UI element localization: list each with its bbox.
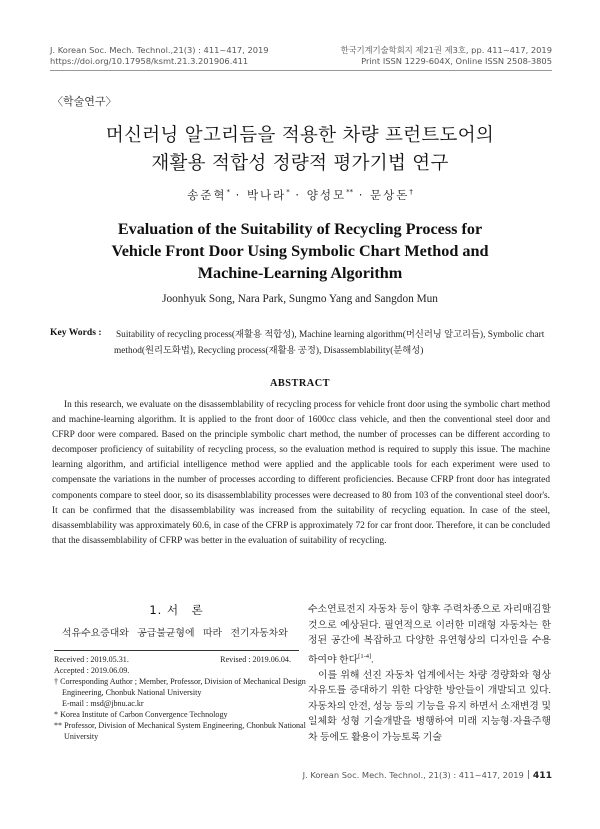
running-header-right <box>341 45 552 67</box>
author-3: 양성모 <box>306 188 347 202</box>
abstract-heading: ABSTRACT <box>269 378 331 389</box>
paragraph: 이를 위해 선진 자동차 업계에서는 차량 경량화와 형상자유도를 증대하기 위한 다양한 방안들이 개발되고 있다. 자동차의 안전, 성능 등의 기능을 유지 하면서 소재변경 및 일체화 성형 기술개발을 병행하여 미래 지능형·자율주행차 등에도 활용이 가능토록 기술 <box>308 669 551 744</box>
running-header-left <box>50 45 269 67</box>
section-1-first-line: 석유수요증대와 공급불균형에 따라 전기자동차와 <box>62 628 288 639</box>
abstract-body: In this research, we evaluate on the disassemblability of recycling process for vehicle front door using the symbolic chart method and machine-learning algorithm. It is applied to the front door of 1600cc class vehicle, and then the conventional steel door and CFRP door were compared. Based on the principle symbolic chart method, the number of processes can be different according to decomposer proficiency of suitability of recycling process, so the evaluation method is required to supply this issue. The machine learning algorithm, and artificial intelligence method were applied and the applicable tools for each experiment were used to compensate the variations in the number of processes according to different proficiencies. Because CFRP front door has integrated components compare to steel door, so its disassemblability processes were decreased to 80 from 103 of the conventional steel door's. It can be confirmed that the disassemblability was increased from the suitability of recycling equation. In case of the steel, disassemblability was approximately 60.6, in case of the CFRP is approximately 72 for car front door. Therefore, it can be concluded that the disassemblability of CFRP was better in the evaluation of suitability of recycling. <box>52 400 550 546</box>
citation-ref[interactable]: [1-4] <box>358 652 372 660</box>
authors-korean <box>40 187 560 203</box>
author-separator: · <box>235 188 242 202</box>
page-number: 411 <box>532 770 552 781</box>
keywords-label: Key Words : <box>50 327 102 338</box>
accepted-date: Accepted : 2019.06.09. <box>54 666 130 675</box>
received-date: Received : 2019.05.31. <box>54 655 129 664</box>
affiliation-2: ** Professor, Division of Mechanical System Engineering, Chonbuk National University <box>54 721 306 741</box>
paragraph-text: 수소연료전지 자동차 등이 향후 주력차종으로 자리매김할 것으로 예상된다. 필연적으로 이러한 미래형 자동차는 한정된 공간에 복잡하고 다양한 유연형상의 디자인을 수용하여야 한다 <box>308 604 551 666</box>
title-korean <box>40 122 560 178</box>
corresponding-author: † Corresponding Author ; Member, Professor, Division of Mechanical Design Engineering, Chonbuk National University <box>54 677 306 697</box>
keywords-text: Suitability of recycling process(재활용 적합성), Machine learning algorithm(머신러닝 알고리듬), Symbolic chart method(원리도화법), Recycling process(재활용 공정), Disassemblability(분해성) <box>114 330 545 356</box>
author-separator: · <box>358 188 365 202</box>
author-4-mark: † <box>409 188 413 197</box>
title-korean-line2: 재활용 적합성 정량적 평가기법 연구 <box>151 153 449 174</box>
author-email[interactable]: E-mail : msd@jbnu.ac.kr <box>62 699 144 708</box>
title-english-line1: Evaluation of the Suitability of Recycling Process for <box>117 220 483 238</box>
author-3-mark: ** <box>346 188 354 197</box>
title-english-line3: Machine-Learning Algorithm <box>197 264 403 282</box>
author-1: 송준혁 <box>187 188 227 202</box>
page-footer <box>303 770 552 781</box>
author-4: 문상돈 <box>370 188 410 202</box>
revised-date: Revised : 2019.06.04. <box>220 655 291 664</box>
paragraph <box>308 602 551 668</box>
footnote-dates <box>54 654 299 665</box>
footer-citation: J. Korean Soc. Mech. Technol., 21(3) : 411~417, 2019 <box>302 770 524 780</box>
header-divider <box>50 70 552 71</box>
author-1-mark: * <box>226 188 230 197</box>
title-english-line2: Vehicle Front Door Using Symbolic Chart Method and <box>111 242 489 260</box>
body-right-column <box>308 602 551 746</box>
author-2-mark: * <box>286 188 290 197</box>
issn-info: Print ISSN 1229-604X, Online ISSN 2508-3805 <box>361 56 552 66</box>
journal-citation-korean: 한국기계기술학회지 제21권 제3호, pp. 411~417, 2019 <box>340 45 552 55</box>
author-separator: · <box>295 188 302 202</box>
paragraph-end: . <box>371 654 374 666</box>
footnote-divider <box>54 650 299 651</box>
section-1-heading: 1. 서 론 <box>149 603 204 617</box>
authors-english: Joonhyuk Song, Nara Park, Sungmo Yang and Sangdon Mun <box>162 293 438 305</box>
affiliation-1: * Korea Institute of Carbon Convergence Technology <box>54 710 228 719</box>
footer-separator <box>528 770 529 779</box>
title-korean-line1: 머신러닝 알고리듬을 적용한 차량 프런트도어의 <box>105 125 495 146</box>
title-english <box>40 218 560 284</box>
doi-link[interactable]: https://doi.org/10.17958/ksmt.21.3.201906.411 <box>50 56 249 66</box>
article-type-tag: 〈학술연구〉 <box>52 95 117 108</box>
author-2: 박나라 <box>246 188 287 202</box>
journal-citation: J. Korean Soc. Mech. Technol.,21(3) : 411~417, 2019 <box>50 45 269 55</box>
